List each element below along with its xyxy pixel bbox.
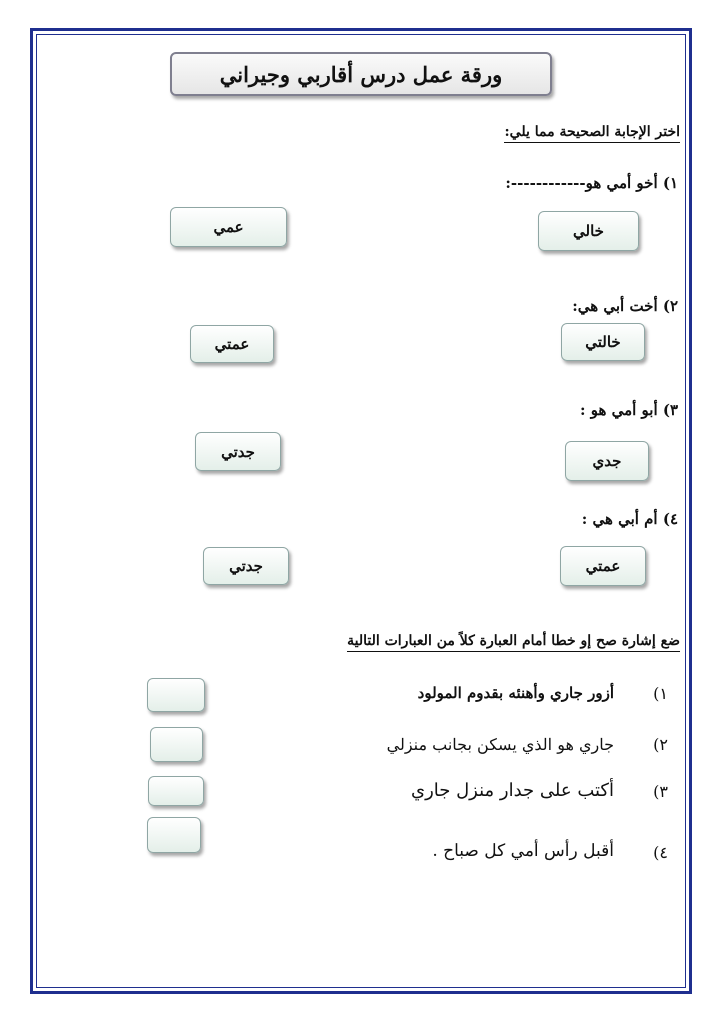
section1-instruction: اختر الإجابة الصحيحة مما يلي: (504, 124, 680, 143)
statement-1: أزور جاري وأهنئه بقدوم المولود (417, 684, 614, 702)
question-1: ١) أخو أمي هو------------: (505, 174, 678, 192)
section2-instruction: ضع إشارة صح إو خطا أمام العبارة كلاً من العبارات التالية (347, 633, 680, 652)
option-q3-right[interactable]: جدي (565, 441, 649, 481)
statement-3-number: ٣) (653, 782, 668, 801)
statement-2-number: ٢) (653, 735, 668, 754)
question-2: ٢) أخت أبي هي: (572, 297, 678, 315)
option-q1-left[interactable]: عمي (170, 207, 287, 247)
answer-box-4[interactable] (147, 817, 201, 853)
option-q3-left[interactable]: جدتي (195, 432, 281, 471)
option-q2-right[interactable]: خالتي (561, 323, 645, 361)
statement-4-number: ٤) (653, 843, 668, 862)
question-4: ٤) أم أبي هي : (581, 510, 678, 528)
option-q4-right[interactable]: عمتي (560, 546, 646, 586)
option-q2-left[interactable]: عمتي (190, 325, 274, 363)
worksheet-title-box (170, 52, 552, 96)
answer-box-2[interactable] (150, 727, 203, 762)
statement-1-number: ١) (653, 684, 668, 703)
statement-4: أقبل رأس أمي كل صباح . (432, 841, 614, 861)
worksheet-title: ورقة عمل درس أقاربي وجيراني (219, 61, 503, 87)
option-q1-right[interactable]: خالي (538, 211, 639, 251)
answer-box-1[interactable] (147, 678, 205, 712)
answer-box-3[interactable] (148, 776, 204, 806)
question-3: ٣) أبو أمي هو : (579, 401, 678, 419)
option-q4-left[interactable]: جدتي (203, 547, 289, 585)
statement-3: أكتب على جدار منزل جاري (410, 780, 614, 801)
statement-2: جاري هو الذي يسكن بجانب منزلي (386, 735, 614, 754)
